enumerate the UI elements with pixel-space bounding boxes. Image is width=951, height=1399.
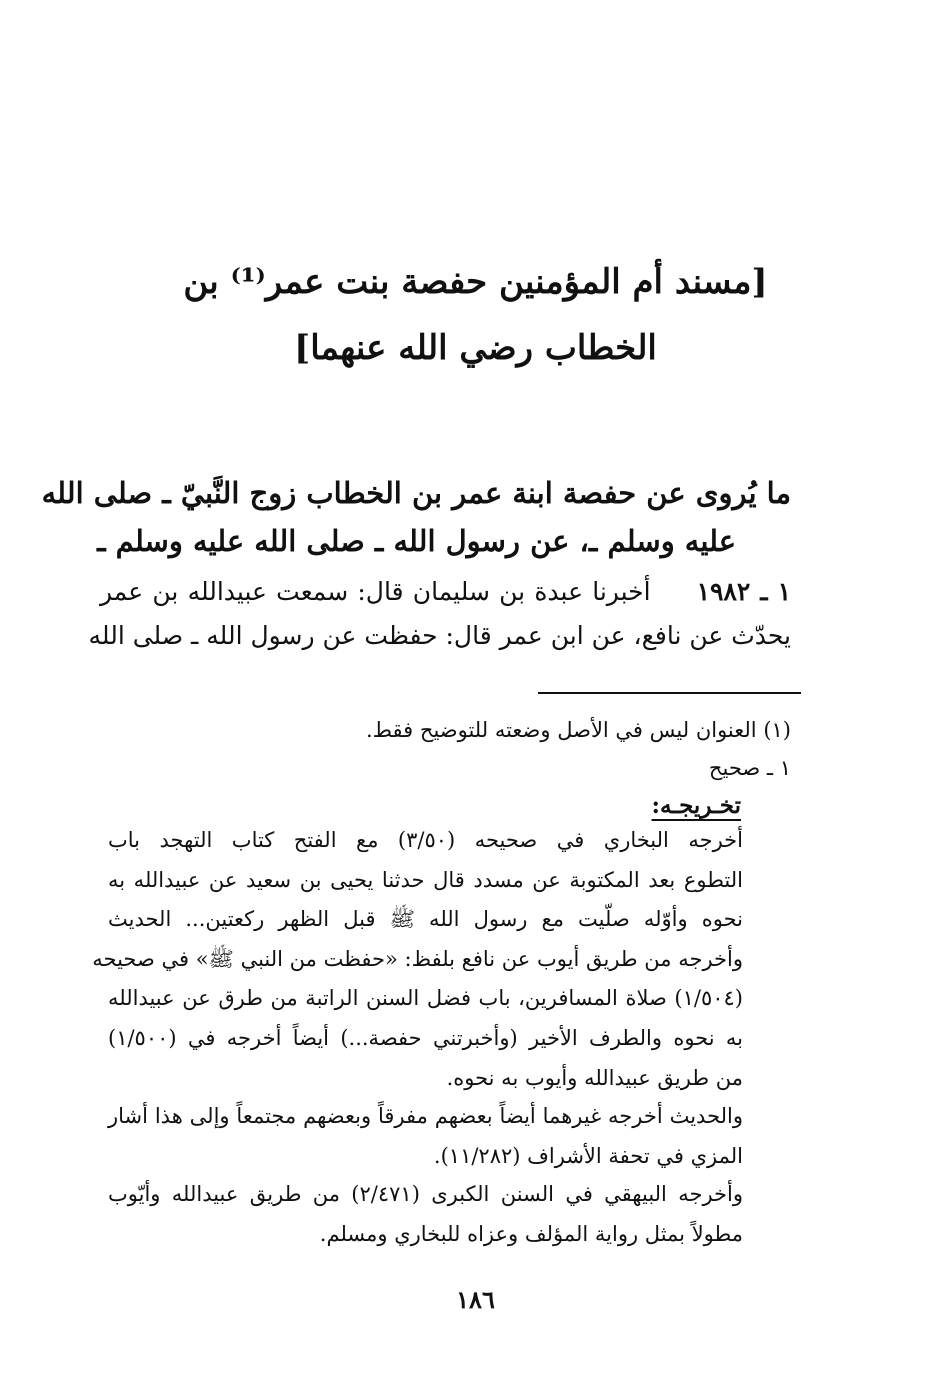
section-heading-line-2: عليه وسلم ـ، عن رسول الله ـ صلى الله عليه وسلم ـ bbox=[97, 524, 736, 558]
takhrij-line: وأخرجه من طريق أيوب عن نافع بلفظ: «حفظت من النبي ﷺ» في صحيحه bbox=[92, 947, 743, 971]
takhrij-line: (١/٥٠٤) صلاة المسافرين، باب فضل السنن الراتبة من طرق عن عبيدالله bbox=[108, 986, 743, 1010]
takhrij-line: المزي في تحفة الأشراف (١١/٢٨٢). bbox=[433, 1144, 743, 1168]
section-heading-line-1: ما يُروى عن حفصة ابنة عمر بن الخطاب زوج النَّبيّ ـ صلى الله bbox=[41, 476, 791, 510]
takhrij-line: والحديث أخرجه غيرهما أيضاً بعضهم مفرقاً وبعضهم مجتمعاً وإلى هذا أشار bbox=[108, 1104, 743, 1128]
takhrij-line: من طريق عبيدالله وأيوب به نحوه. bbox=[446, 1066, 743, 1090]
page-title-line-2: الخطاب رضي الله عنهما] bbox=[294, 328, 657, 368]
takhrij-line: وأخرجه البيهقي في السنن الكبرى (٢/٤٧١) من طريق عبيدالله وأيّوب bbox=[108, 1182, 743, 1206]
takhrij-line: التطوع بعد المكتوبة عن مسدد قال حدثنا يحيى بن سعيد عن عبيدالله به bbox=[108, 868, 743, 892]
page-number: ١٨٦ bbox=[456, 1285, 495, 1314]
takhrij-line: مطولاً بمثل رواية المؤلف وعزاه للبخاري ومسلم. bbox=[319, 1222, 743, 1246]
hadith-number: ١ ـ ١٩٨٢ bbox=[696, 577, 792, 606]
hadith-text-line-1 bbox=[100, 577, 791, 606]
takhrij-line: نحوه وأوّله صلّيت مع رسول الله ﷺ قبل الظهر ركعتين... الحديث bbox=[108, 907, 743, 931]
hadith-line-1-text: أخبرنا عبدة بن سليمان قال: سمعت عبيدالله بن عمر bbox=[100, 577, 651, 606]
footnote-grading: ١ ـ صحيح bbox=[708, 756, 791, 780]
hadith-text-line-2: يحدّث عن نافع، عن ابن عمر قال: حفظت عن رسول الله ـ صلى الله bbox=[88, 621, 791, 650]
footnote-divider bbox=[538, 692, 801, 694]
footnote-1: (١) العنوان ليس في الأصل وضعته للتوضيح فقط. bbox=[365, 718, 791, 742]
page-title-line-1: [مسند أم المؤمنين حفصة بنت عمر⁽¹⁾ بن bbox=[183, 262, 768, 302]
takhrij-line: به نحوه والطرف الأخير (وأخبرتني حفصة...) أيضاً أخرجه في (١/٥٠٠) bbox=[108, 1026, 743, 1050]
takhrij-line: أخرجه البخاري في صحيحه (٣/٥٠) مع الفتح كتاب التهجد باب bbox=[108, 828, 743, 852]
takhrij-heading: تخـريجـه: bbox=[651, 792, 741, 819]
